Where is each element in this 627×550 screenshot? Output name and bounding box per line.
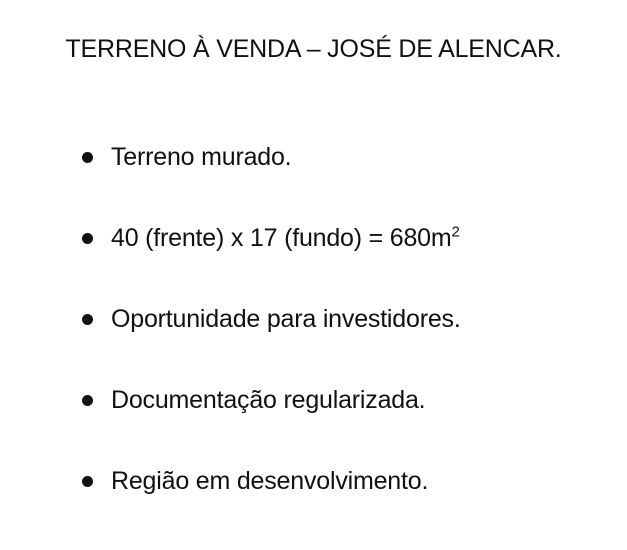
list-item-text: Região em desenvolvimento. [111,467,429,495]
bullet-icon [82,314,93,325]
list-item-text: Documentação regularizada. [111,386,426,414]
bullet-icon [82,476,93,487]
area-unit-superscript: 2 [451,223,460,241]
list-item [82,381,461,462]
bullet-icon [82,233,93,244]
list-item-text: Oportunidade para investidores. [111,305,461,333]
list-item-text [111,219,460,257]
bullet-icon [82,152,93,163]
feature-list [82,138,461,543]
list-item [82,462,461,543]
list-item [82,138,461,219]
list-item-text: Terreno murado. [111,143,292,171]
page-title: TERRENO À VENDA – JOSÉ DE ALENCAR. [65,35,562,63]
bullet-icon [82,395,93,406]
list-item [82,219,461,300]
dimensions-text: 40 (frente) x 17 (fundo) = 680m [111,224,452,252]
list-item [82,300,461,381]
